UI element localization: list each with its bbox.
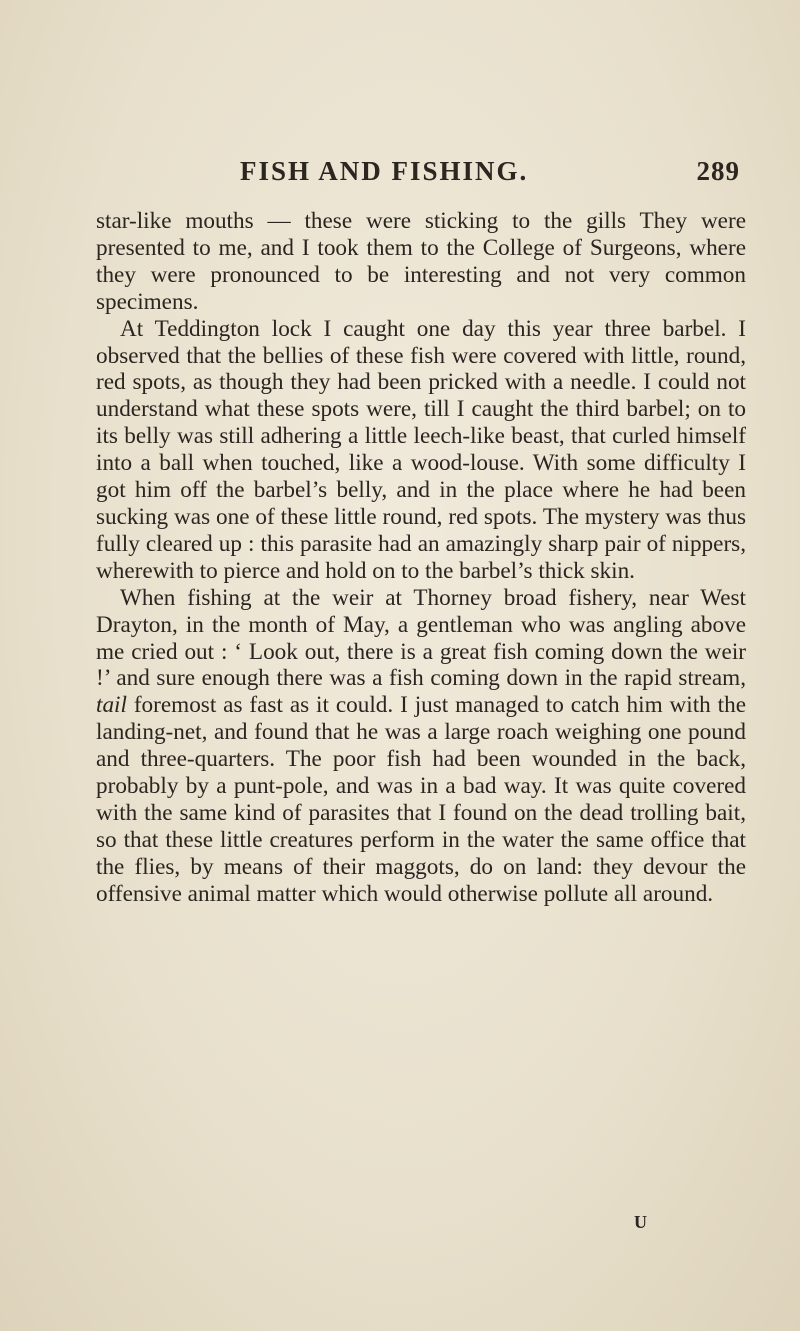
- paragraph-3: [96, 585, 746, 908]
- body-text: [96, 208, 746, 908]
- page-number: 289: [696, 156, 740, 186]
- signature-mark: U: [634, 1212, 647, 1232]
- italic-word: tail: [96, 692, 127, 719]
- paragraph-3-part-1: When fishing at the weir at Thorney broad fishery, near West Drayton, in the month of May, a gentleman who was angling above me cried out : ‘ Look out, there is a great fish coming down the weir !’ and sure enough there was a fish coming down in the rapid stream,: [96, 584, 746, 692]
- paragraph-1: star-like mouths — these were sticking to the gills They were presented to me, and I took them to the College of Surgeons, where they were pronounced to be interesting and not very common specimens.: [96, 208, 746, 315]
- paragraph-2: At Teddington lock I caught one day this year three barbel. I observed that the bellies of these fish were covered with little, round, red spots, as though they had been pricked with a needle. I could not understand what these spots were, till I caught the third barbel; on to its belly was still adhering a little leech-like beast, that curled himself into a ball when touched, like a wood-louse. With some difficulty I got him off the barbel’s belly, and in the place where he had been sucking was one of these little round, red spots. The mystery was thus fully cleared up : this parasite had an amazingly sharp pair of nippers, wherewith to pierce and hold on to the barbel’s thick skin.: [96, 315, 746, 584]
- running-head: [240, 156, 740, 196]
- running-title: FISH AND FISHING.: [240, 156, 529, 186]
- paragraph-3-part-2: foremost as fast as it could. I just managed to catch him with the landing-net, and found that he was a large roach weighing one pound and three-quarters. The poor fish had been wounded in the back, probably by a punt-pole, and was in a bad way. It was quite covered with the same kind of parasites that I found on the dead trolling bait, so that these little creatures perform in the water the same office that the flies, by means of their maggots, do on land: they devour the offensive animal matter which would otherwise pollute all around.: [96, 692, 746, 907]
